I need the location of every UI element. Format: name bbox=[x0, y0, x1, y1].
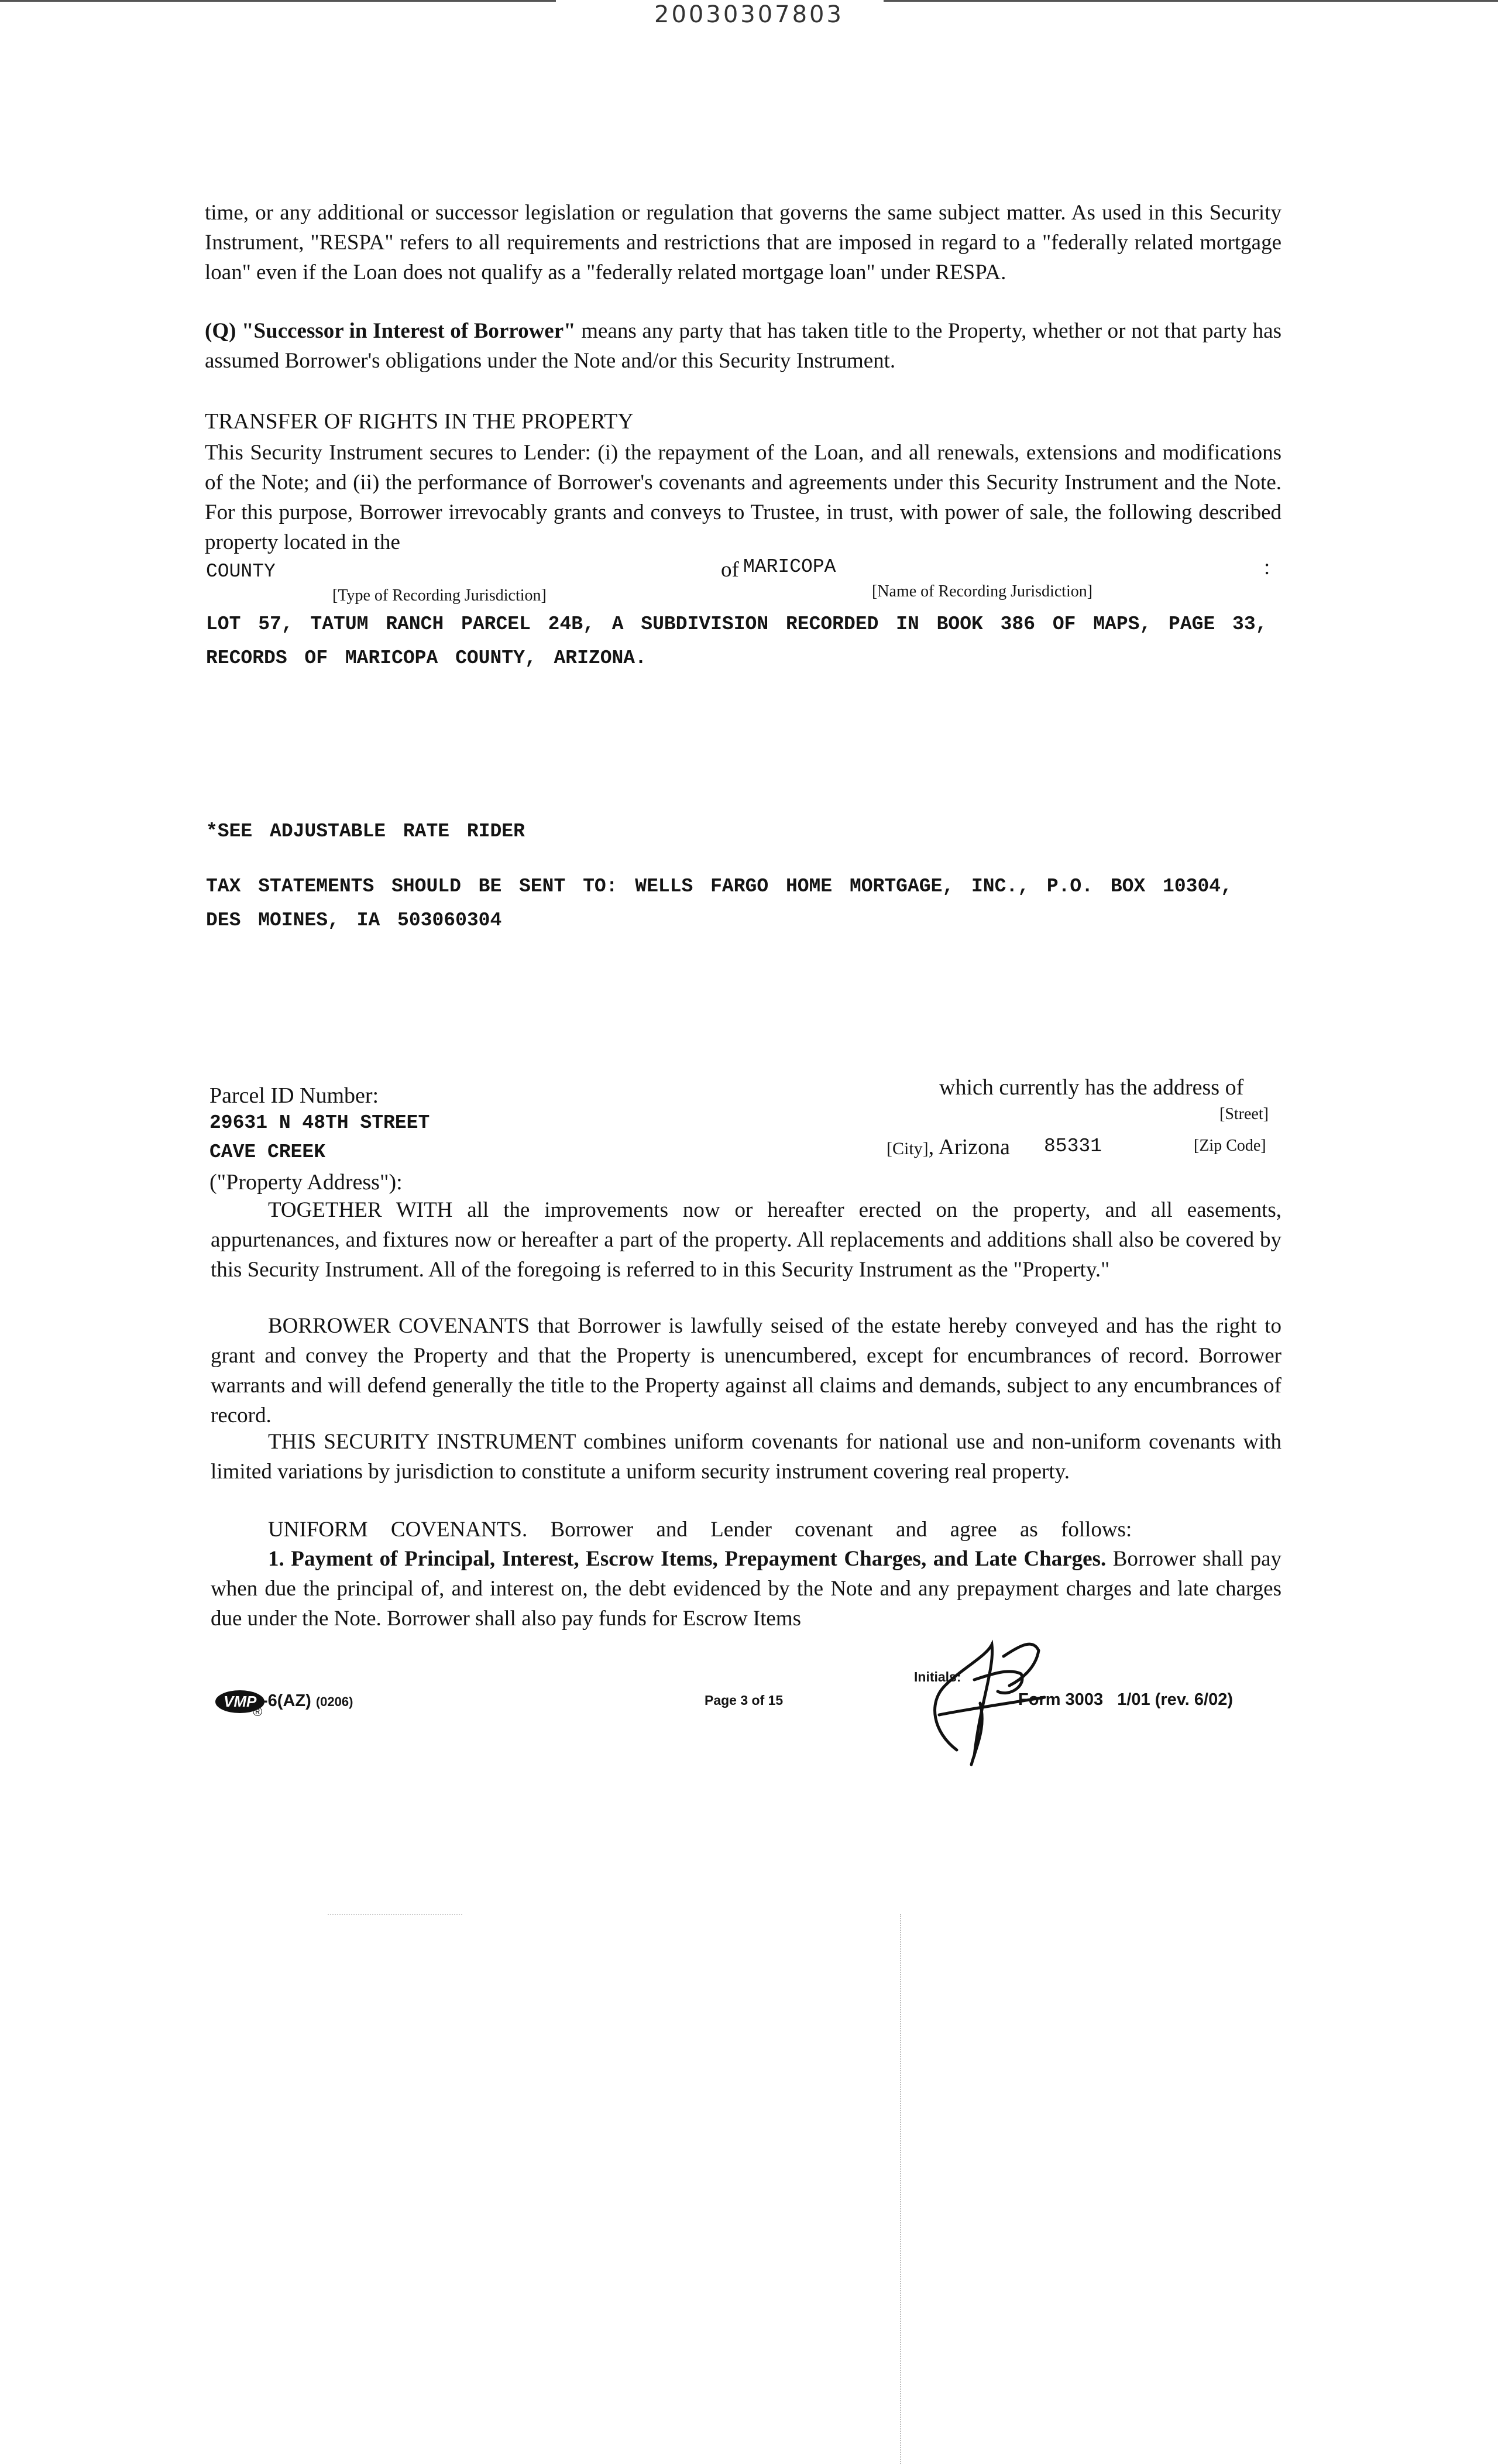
state-value: , Arizona bbox=[928, 1135, 1010, 1159]
rider-note: *SEE ADJUSTABLE RATE RIDER bbox=[206, 821, 525, 842]
definition-q bbox=[205, 316, 1281, 376]
form-code-text: -6(AZ) bbox=[262, 1691, 311, 1710]
jurisdiction-type: COUNTY bbox=[206, 561, 276, 582]
street-caption: [Street] bbox=[1219, 1105, 1269, 1123]
definition-q-text: means any party that has taken title to the Property, whether or not that party has assumed Borrower's obligations under the Note and/or this Security Instrument. bbox=[205, 319, 1281, 373]
jurisdiction-name: MARICOPA bbox=[743, 556, 836, 578]
street-value: 29631 N 48TH STREET bbox=[209, 1112, 430, 1134]
form-date: (0206) bbox=[315, 1694, 353, 1709]
covenant-1-paragraph bbox=[211, 1544, 1281, 1633]
scan-artifact-line bbox=[900, 1914, 901, 2464]
vmp-logo-badge: VMP bbox=[215, 1690, 264, 1713]
tax-statements: TAX STATEMENTS SHOULD BE SENT TO: WELLS FARGO HOME MORTGAGE, INC., P.O. BOX 10304, DES MOINES, IA 503060304 bbox=[206, 876, 1232, 931]
zip-caption: [Zip Code] bbox=[1194, 1137, 1266, 1155]
jurisdiction-colon: : bbox=[1264, 555, 1270, 579]
property-address-label: ("Property Address"): bbox=[209, 1170, 403, 1195]
initials-label: Initials: bbox=[914, 1669, 961, 1684]
transfer-paragraph: This Security Instrument secures to Lender: (i) the repayment of the Loan, and all renewals, extensions and modifications of the Note; and (ii) the performance of Borrower's covenants and agreements under this Security Instrument and the Note. For this purpose, Borrower irrevocably grants and conveys to Trustee, in trust, with power of sale, the following described property located in the bbox=[205, 441, 1281, 554]
page-label: Page 3 of 15 bbox=[705, 1693, 784, 1708]
jurisdiction-name-caption: [Name of Recording Jurisdiction] bbox=[872, 582, 1093, 600]
document-number: 20030307803 bbox=[654, 1, 844, 28]
intro-paragraph: time, or any additional or successor legislation or regulation that governs the same subject matter. As used in this Security Instrument, "RESPA" refers to all requirements and restrictions that are imposed in regard to a "federally related mortgage loan" even if the Loan does not qualify as a "federally related mortgage loan" under RESPA. bbox=[205, 201, 1281, 284]
definition-q-label: (Q) "Successor in Interest of Borrower" bbox=[205, 319, 576, 343]
zip-value: 85331 bbox=[1044, 1135, 1102, 1157]
jurisdiction-type-caption: [Type of Recording Jurisdiction] bbox=[332, 586, 547, 605]
city-caption: [City] bbox=[887, 1139, 929, 1158]
city-value: CAVE CREEK bbox=[209, 1141, 326, 1163]
scan-artifact-dots bbox=[328, 1914, 462, 1915]
parcel-id-label: Parcel ID Number: bbox=[209, 1083, 379, 1108]
together-with-paragraph: TOGETHER WITH all the improvements now or hereafter erected on the property, and all easements, appurtenances, and fixtures now or hereafter a part of the property. All replacements and additions shall also be covered by this Security Instrument. All of the foregoing is referred to in this Security Instrument as the "Property." bbox=[211, 1198, 1281, 1282]
registered-mark: ® bbox=[253, 1704, 263, 1719]
uniform-covenants-paragraph: UNIFORM COVENANTS. Borrower and Lender covenant and agree as follows: bbox=[268, 1518, 1132, 1542]
legal-description: LOT 57, TATUM RANCH PARCEL 24B, A SUBDIVISION RECORDED IN BOOK 386 OF MAPS, PAGE 33, RECORDS OF MARICOPA COUNTY, ARIZONA. bbox=[206, 613, 1267, 669]
security-instrument-paragraph: THIS SECURITY INSTRUMENT combines uniform covenants for national use and non-uniform covenants with limited variations by jurisdiction to constitute a uniform security instrument covering real property. bbox=[211, 1430, 1281, 1484]
address-lead: which currently has the address of bbox=[939, 1075, 1244, 1100]
borrower-covenants-paragraph: BORROWER COVENANTS that Borrower is lawfully seised of the estate hereby conveyed and has the right to grant and convey the Property and that the Property is unencumbered, except for encumbrances of record. Borrower warrants and will defend generally the title to the Property against all claims and demands, subject to any encumbrances of record. bbox=[211, 1314, 1281, 1427]
form-code bbox=[262, 1691, 353, 1711]
city-state-line bbox=[887, 1134, 1010, 1160]
jurisdiction-of: of bbox=[721, 558, 739, 582]
covenant-1-text: Borrower shall pay when due the principal of, and interest on, the debt evidenced by the Note and any prepayment charges and late charges due under the Note. Borrower shall also pay funds for Escrow Items bbox=[211, 1547, 1281, 1631]
transfer-heading: TRANSFER OF RIGHTS IN THE PROPERTY bbox=[205, 409, 634, 434]
covenant-1-label: 1. Payment of Principal, Interest, Escrow Items, Prepayment Charges, and Late Charges. bbox=[268, 1547, 1107, 1571]
form-info: Form 3003 1/01 (rev. 6/02) bbox=[1018, 1690, 1234, 1709]
